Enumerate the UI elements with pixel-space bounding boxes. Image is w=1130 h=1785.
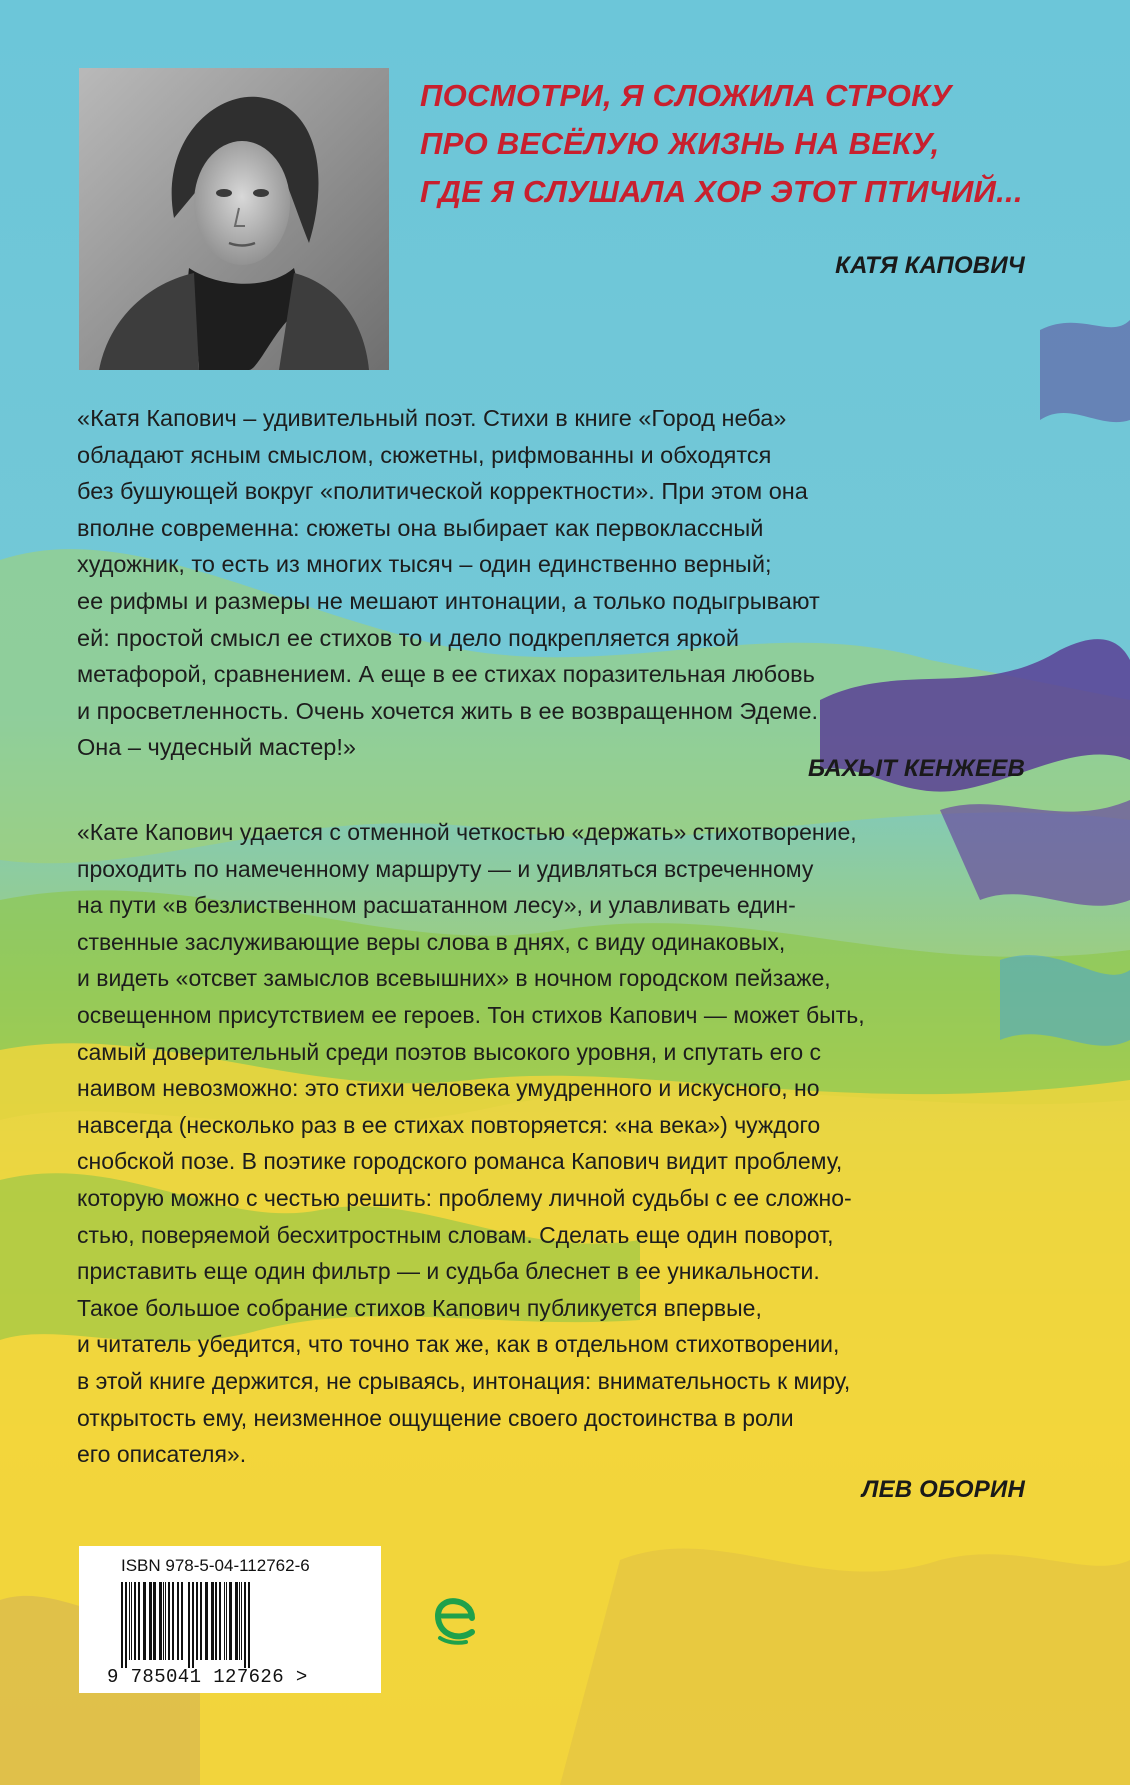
- quote-line: ей: простой смысл ее стихов то и дело подкрепляется яркой: [77, 624, 739, 651]
- barcode-bar: [181, 1582, 183, 1660]
- barcode-bar: [172, 1582, 174, 1660]
- quote-line: без бушующей вокруг «политической корректности». При этом она: [77, 478, 808, 505]
- barcode-bar: [177, 1582, 179, 1660]
- barcode-bar: [163, 1582, 164, 1660]
- quote-line: которую можно с честью решить: проблему личной судьбы с ее сложно-: [77, 1184, 852, 1211]
- barcode-bar: [211, 1582, 214, 1660]
- review-quote-1: [77, 400, 1052, 766]
- quote-line: освещенном присутствием ее героев. Тон стихов Капович — может быть,: [77, 1001, 865, 1028]
- barcode-bar: [196, 1582, 198, 1660]
- barcode-bar: [168, 1582, 170, 1660]
- author-portrait: [79, 68, 389, 370]
- quote-line: на пути «в безлиственном расшатанном лесу», и улавливать един-: [77, 892, 796, 919]
- review-quote-2: [77, 814, 1052, 1473]
- barcode-bar: [241, 1582, 242, 1660]
- epigraph-author: КАТЯ КАПОВИЧ: [835, 252, 1025, 279]
- epigraph-line: ПОСМОТРИ, Я СЛОЖИЛА СТРОКУ: [420, 78, 952, 113]
- quote-line: открытость ему, неизменное ощущение своего достоинства в роли: [77, 1404, 794, 1431]
- barcode-bar: [149, 1582, 152, 1660]
- quote-line: ее рифмы и размеры не мешают интонации, а только подыгрывают: [77, 587, 820, 614]
- barcode-bar: [143, 1582, 146, 1660]
- quote-line: обладают ясным смыслом, сюжетны, рифмованны и обходятся: [77, 441, 772, 468]
- quote-line: его описателя».: [77, 1441, 247, 1468]
- quote-line: навсегда (несколько раз в ее стихах повторяется: «на века») чуждого: [77, 1111, 821, 1138]
- barcode-bar: [131, 1582, 132, 1660]
- barcode-bar: [235, 1582, 238, 1660]
- quote-line: вполне современна: сюжеты она выбирает как первоклассный: [77, 514, 764, 541]
- barcode-bar: [239, 1582, 240, 1660]
- quote-line: самый доверительный среди поэтов высокого уровня, и спутать его с: [77, 1038, 822, 1065]
- barcode-bar: [125, 1582, 127, 1668]
- barcode-bar: [129, 1582, 130, 1660]
- quote-line: стью, поверяемой бесхитростным словам. Сделать еще один поворот,: [77, 1221, 834, 1248]
- barcode-bar: [205, 1582, 208, 1660]
- epigraph-line: ПРО ВЕСЁЛУЮ ЖИЗНЬ НА ВЕКУ,: [420, 126, 940, 161]
- quote-line: в этой книге держится, не срываясь, интонация: внимательность к миру,: [77, 1367, 851, 1394]
- quote-line: и видеть «отсвет замыслов всевышних» в ночном городском пейзаже,: [77, 965, 831, 992]
- quote-line: ственные заслуживающие веры слова в днях, с виду одинаковых,: [77, 928, 786, 955]
- quote-line: Она – чудесный мастер!»: [77, 734, 356, 761]
- barcode-bar: [244, 1582, 246, 1668]
- quote-line: и просветленность. Очень хочется жить в ее возвращенном Эдеме.: [77, 697, 819, 724]
- barcode-bar: [200, 1582, 202, 1660]
- quote-1-author: БАХЫТ КЕНЖЕЕВ: [807, 755, 1025, 782]
- barcode-bar: [153, 1582, 156, 1660]
- quote-line: снобской позе. В поэтике городского романса Капович видит проблему,: [77, 1148, 843, 1175]
- quote-line: художник, то есть из многих тысяч – один единственно верный;: [77, 551, 772, 578]
- publisher-logo-icon: [432, 1584, 478, 1646]
- barcode-digits: 9 785041 127626 >: [107, 1666, 308, 1688]
- quote-line: «Катя Капович – удивительный поэт. Стихи в книге «Город неба»: [77, 405, 787, 431]
- quote-line: приставить еще один фильтр — и судьба блеснет в ее уникальности.: [77, 1258, 820, 1285]
- isbn-label: ISBN 978-5-04-112762-6: [121, 1556, 310, 1575]
- barcode-bar: [219, 1582, 221, 1660]
- author-photo: [79, 68, 389, 370]
- barcode-bar: [215, 1582, 217, 1660]
- quote-line: наивом невозможно: это стихи человека умудренного и искусного, но: [77, 1075, 820, 1102]
- barcode-bar: [229, 1582, 232, 1660]
- barcode-bar: [248, 1582, 250, 1668]
- barcode-bar: [224, 1582, 225, 1660]
- epigraph-line: ГДЕ Я СЛУШАЛА ХОР ЭТОТ ПТИЧИЙ...: [420, 174, 1023, 209]
- quote-line: проходить по намеченному маршруту — и удивляться встреченному: [77, 855, 814, 882]
- barcode-bar: [159, 1582, 162, 1660]
- quote-line: и читатель убедится, что точно так же, как в отдельном стихотворении,: [77, 1331, 840, 1358]
- barcode-bar: [188, 1582, 190, 1668]
- quote-line: «Кате Капович удается с отменной четкостью «держать» стихотворение,: [77, 819, 857, 845]
- quote-line: Такое большое собрание стихов Капович публикуется впервые,: [77, 1294, 762, 1321]
- barcode-bar: [192, 1582, 194, 1668]
- isbn-barcode-box: [79, 1546, 381, 1693]
- barcode-bar: [226, 1582, 227, 1660]
- barcode-bar: [138, 1582, 140, 1660]
- barcode-bar: [134, 1582, 136, 1660]
- quote-line: метафорой, сравнением. А еще в ее стихах поразительная любовь: [77, 661, 815, 688]
- barcode-icon: [119, 1582, 349, 1668]
- quote-2-author: ЛЕВ ОБОРИН: [861, 1476, 1025, 1503]
- barcode-bar: [165, 1582, 166, 1660]
- barcode-bar: [121, 1582, 123, 1668]
- epigraph: [420, 72, 1060, 216]
